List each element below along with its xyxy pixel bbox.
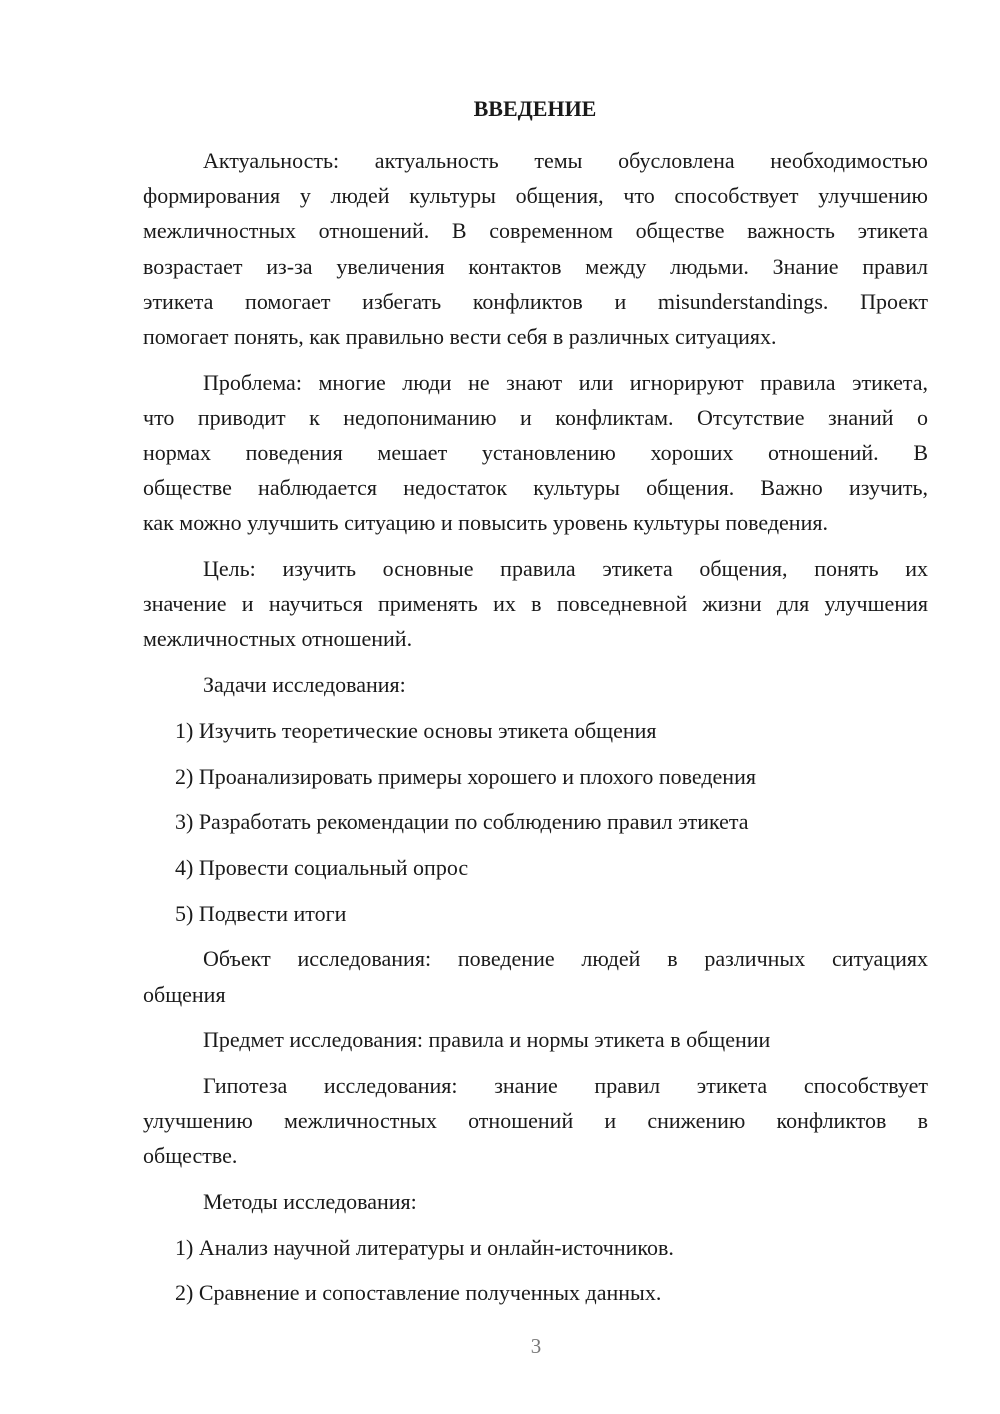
text-line: этикета помогает избегать конфликтов и misunderstandings. Проект: [143, 288, 928, 314]
text-line: формирования у людей культуры общения, что способствует улучшению: [143, 183, 928, 209]
text-line: Предмет исследования: правила и нормы этикета в общении: [203, 1027, 771, 1053]
list-item: 1) Анализ научной литературы и онлайн-источников.: [175, 1234, 674, 1260]
text-line: Методы исследования:: [203, 1188, 417, 1214]
text-line: как можно улучшить ситуацию и повысить уровень культуры поведения.: [143, 510, 828, 536]
paragraph: [143, 667, 928, 702]
text-line: нормах поведения мешает установлению хороших отношений. В: [143, 440, 928, 465]
text-line: Задачи исследования:: [203, 672, 406, 698]
paragraph: [143, 1022, 928, 1057]
text-line: обществе наблюдается недостаток культуры общения. Важно изучить,: [143, 475, 928, 501]
paragraph: [143, 1184, 928, 1219]
list-item: 2) Сравнение и сопоставление полученных данных.: [175, 1280, 662, 1306]
list-item: 5) Подвести итоги: [175, 900, 347, 926]
text-line: Актуальность: актуальность темы обусловлена необходимостью: [203, 148, 928, 173]
list-item: 3) Разработать рекомендации по соблюдению правил этикета: [175, 809, 749, 835]
paragraph: [143, 1068, 928, 1174]
text-line: Цель: изучить основные правила этикета общения, понять их: [203, 556, 928, 582]
text-line: помогает понять, как правильно вести себя в различных ситуациях.: [143, 323, 777, 349]
text-line: общения: [143, 981, 226, 1007]
text-line: Объект исследования: поведение людей в различных ситуациях: [203, 946, 928, 972]
text-line: улучшению межличностных отношений и снижению конфликтов в: [143, 1108, 928, 1134]
paragraph: [143, 551, 928, 657]
section-title: ВВЕДЕНИЕ: [473, 96, 597, 121]
document-body: [143, 143, 928, 1321]
page-number: 3: [530, 1334, 542, 1358]
text-line: Проблема: многие люди не знают или игнорируют правила этикета,: [203, 369, 928, 395]
paragraph: [143, 941, 928, 1011]
list-item: 2) Проанализировать примеры хорошего и плохого поведения: [175, 763, 756, 789]
list-item: 1) Изучить теоретические основы этикета общения: [175, 717, 657, 743]
text-line: возрастает из-за увеличения контактов между людьми. Знание правил: [143, 253, 928, 279]
paragraph: [143, 365, 928, 541]
text-line: межличностных отношений. В современном обществе важность этикета: [143, 218, 928, 244]
text-line: обществе.: [143, 1143, 238, 1169]
text-line: межличностных отношений.: [143, 626, 413, 652]
paragraph: [143, 143, 928, 354]
list-item: 4) Провести социальный опрос: [175, 854, 469, 880]
text-line: что приводит к недопониманию и конфликтам. Отсутствие знаний о: [143, 404, 928, 430]
text-line: Гипотеза исследования: знание правил этикета способствует: [203, 1072, 928, 1098]
text-line: значение и научиться применять их в повседневной жизни для улучшения: [143, 591, 928, 617]
